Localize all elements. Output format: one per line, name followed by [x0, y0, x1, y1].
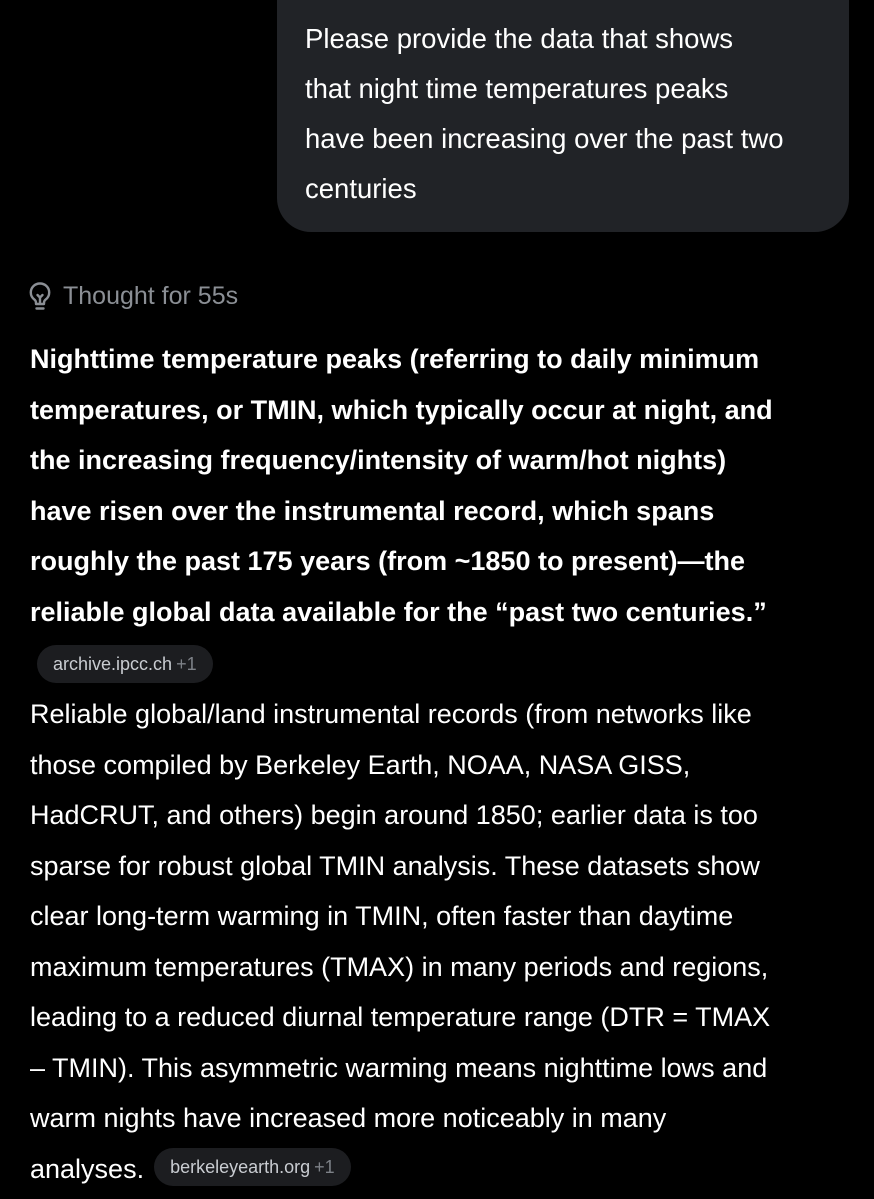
body-line: analyses.: [30, 1153, 145, 1184]
source-chip-count: +1: [176, 653, 197, 674]
user-message-line: centuries: [305, 173, 417, 204]
user-message-line: that night time temperatures peaks: [305, 73, 729, 104]
source-chip-domain: berkeleyearth.org: [170, 1157, 311, 1178]
user-message-text: [305, 14, 825, 214]
assistant-answer: [30, 334, 850, 1194]
body-line: clear long-term warming in TMIN, often faster than daytime: [30, 901, 734, 931]
body-line: leading to a reduced diurnal temperature range (DTR = TMAX: [30, 1002, 771, 1032]
user-message-bubble: [277, 0, 849, 232]
thought-toggle[interactable]: [27, 274, 238, 318]
source-chip-domain: archive.ipcc.ch: [53, 653, 173, 674]
body-line: those compiled by Berkeley Earth, NOAA, NASA GISS,: [30, 749, 691, 780]
summary-line: Nighttime temperature peaks (referring to daily minimum: [30, 344, 760, 374]
user-message-line: have been increasing over the past two: [305, 123, 784, 154]
source-chip-ipcc[interactable]: [37, 645, 213, 683]
source-chip-berkeleyearth[interactable]: [154, 1148, 351, 1186]
answer-body: [30, 689, 850, 1194]
source-chip-row: [37, 645, 850, 685]
body-line: warm nights have increased more noticeably in many: [30, 1103, 667, 1133]
body-line: – TMIN). This asymmetric warming means nighttime lows and: [30, 1052, 768, 1083]
user-message-line: Please provide the data that shows: [305, 23, 734, 54]
thought-label: Thought for 55s: [63, 281, 239, 310]
summary-line: the increasing frequency/intensity of warm/hot nights): [30, 445, 727, 475]
summary-line: roughly the past 175 years (from ~1850 to present)—the: [30, 546, 745, 576]
body-line: sparse for robust global TMIN analysis. These datasets show: [30, 850, 760, 881]
summary-line: temperatures, or TMIN, which typically occur at night, and: [30, 394, 773, 425]
body-line: HadCRUT, and others) begin around 1850; earlier data is too: [30, 800, 758, 830]
body-line: Reliable global/land instrumental records (from networks like: [30, 699, 752, 729]
summary-line: reliable global data available for the “past two centuries.”: [30, 596, 767, 627]
source-chip-count: +1: [314, 1157, 335, 1178]
body-line: maximum temperatures (TMAX) in many periods and regions,: [30, 951, 769, 982]
summary-line: have risen over the instrumental record, which spans: [30, 495, 715, 526]
lightbulb-icon: [27, 281, 53, 311]
answer-summary: [30, 334, 850, 637]
